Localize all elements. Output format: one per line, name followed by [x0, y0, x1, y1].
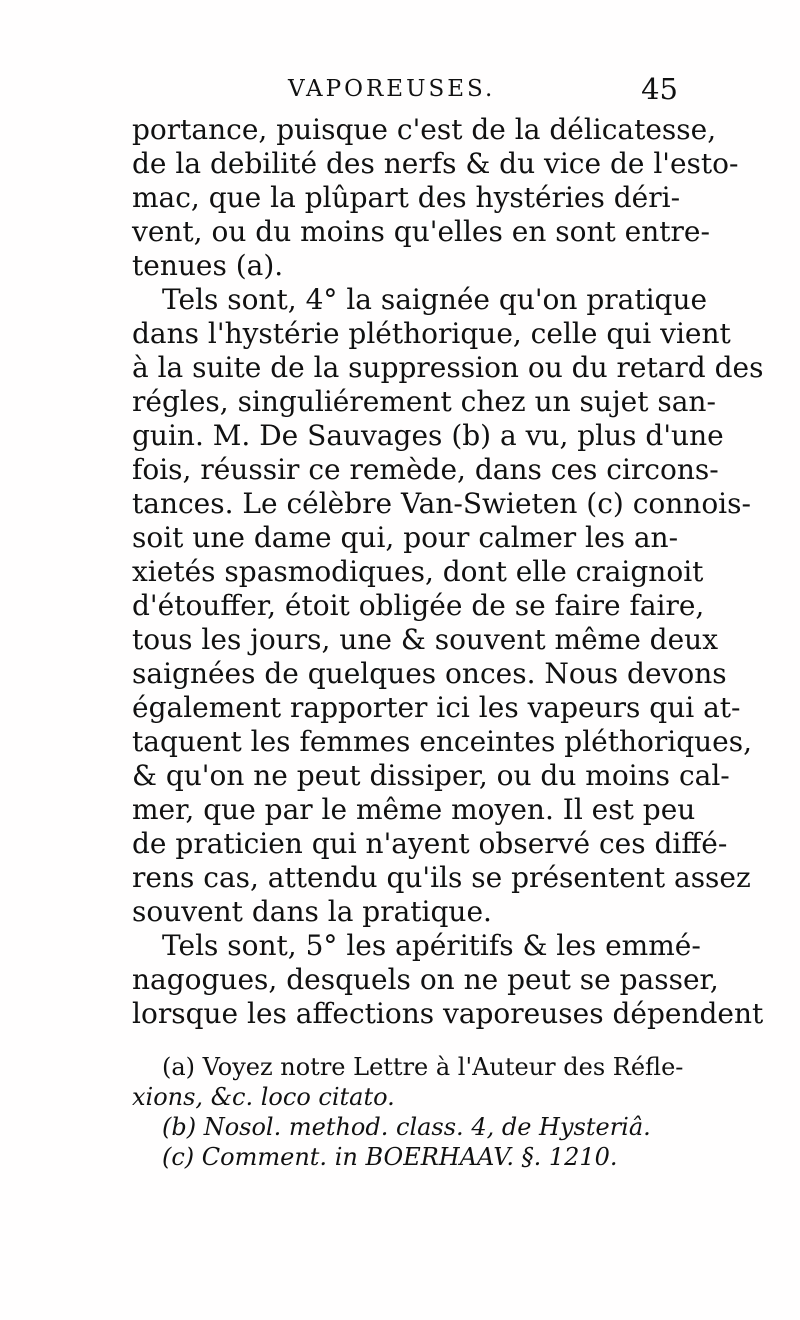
footnote-c: (c) Comment. in BOERHAAV. §. 1210. [162, 1143, 618, 1171]
text-line: régles, singuliérement chez un sujet san- [132, 385, 716, 418]
page-number: 45 [641, 72, 678, 106]
text-line: également rapporter ici les vapeurs qui at- [132, 691, 741, 724]
text-line: rens cas, attendu qu'ils se présentent assez [132, 861, 751, 894]
paragraph-start-line: Tels sont, 4° la saignée qu'on pratique [162, 283, 708, 316]
text-line: à la suite de la suppression ou du retard des [132, 351, 764, 384]
text-line: de praticien qui n'ayent observé ces diffé- [132, 827, 728, 860]
text-line: vent, ou du moins qu'elles en sont entre- [132, 215, 710, 248]
text-line: lorsque les affections vaporeuses dépendent [132, 997, 764, 1030]
text-line: portance, puisque c'est de la délicatesse, [132, 113, 717, 146]
text-line: saignées de quelques onces. Nous devons [132, 657, 727, 690]
text-line: tances. Le célèbre Van-Swieten (c) connois- [132, 487, 751, 520]
text-line: d'étouffer, étoit obligée de se faire faire, [132, 589, 705, 622]
text-line: tenues (a). [132, 249, 284, 282]
text-line: souvent dans la pratique. [132, 895, 492, 928]
text-line: guin. M. De Sauvages (b) a vu, plus d'une [132, 419, 724, 452]
text-line: & qu'on ne peut dissiper, ou du moins cal- [132, 759, 730, 792]
footnote-a: (a) Voyez notre Lettre à l'Auteur des Réfle- [162, 1053, 684, 1081]
text-line: de la debilité des nerfs & du vice de l'esto- [132, 147, 739, 180]
text-line: dans l'hystérie pléthorique, celle qui vient [132, 317, 731, 350]
footnote-b: (b) Nosol. method. class. 4, de Hysteriâ. [162, 1113, 651, 1141]
text-line: xietés spasmodiques, dont elle craignoit [132, 555, 704, 588]
text-line: nagogues, desquels on ne peut se passer, [132, 963, 719, 996]
text-line: mer, que par le même moyen. Il est peu [132, 793, 696, 826]
footnote-a-continuation: xions, &c. loco citato. [132, 1083, 395, 1111]
running-title: VAPOREUSES. [288, 76, 496, 102]
text-line: mac, que la plûpart des hystéries déri- [132, 181, 681, 214]
main-text [132, 113, 764, 1031]
footnotes [132, 1052, 684, 1172]
page-header [132, 72, 678, 116]
paragraph-start-line: Tels sont, 5° les apéritifs & les emmé- [162, 929, 701, 962]
text-line: soit une dame qui, pour calmer les an- [132, 521, 679, 554]
text-line: tous les jours, une & souvent même deux [132, 623, 718, 656]
text-line: taquent les femmes enceintes pléthoriques, [132, 725, 752, 758]
text-line: fois, réussir ce remède, dans ces circons- [132, 453, 719, 486]
